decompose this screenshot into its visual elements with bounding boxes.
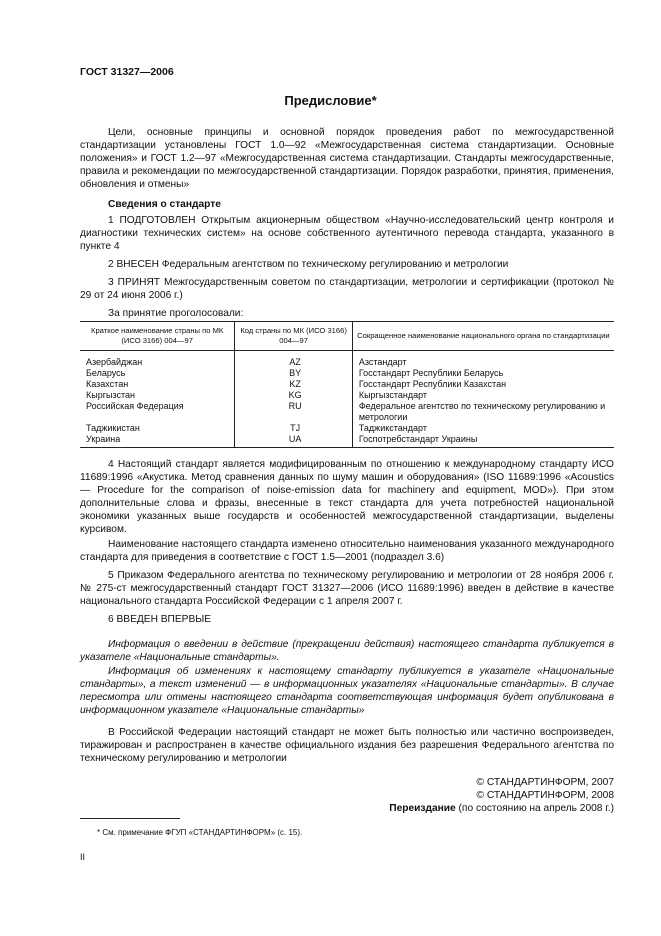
cell-body: Кыргызстандарт bbox=[352, 390, 614, 401]
cell-body: Федеральное агентство по техническому регулированию и метрологии bbox=[352, 401, 614, 423]
standard-info-section bbox=[80, 198, 614, 320]
cell-code: BY bbox=[235, 368, 352, 379]
cell-code: TJ bbox=[235, 423, 352, 434]
voting-table bbox=[80, 321, 614, 448]
cell-country: Казахстан bbox=[86, 379, 129, 389]
cell-code: KG bbox=[235, 390, 352, 401]
cell-country: Беларусь bbox=[86, 368, 126, 378]
table-row bbox=[80, 401, 614, 423]
table-row bbox=[80, 368, 614, 379]
item-1: 1 ПОДГОТОВЛЕН Открытым акционерным обществом «Научно-исследовательский центр контроля и диагностики технических систем» на основе собственного аутентичного перевода стандарта, указанного в пункте 4 bbox=[80, 215, 614, 252]
cell-body: Азстандарт bbox=[352, 351, 614, 369]
item-4: 4 Настоящий стандарт является модифицированным по отношению к международному стандарту ИСО 11689:1996 «Акустика. Метод сравнения данных по шуму машин и оборудования» (ISO 11689:1996 «Acoustics — Procedure for the comparison of noise-emission data for machinery and equipment, MOD»). При этом дополнительные слова и фразы, внесенные в текст стандарта для учета потребностей национальной экономики указанных выше государств и особенностей межгосударственной стандартизации, выделены курсивом. bbox=[80, 459, 614, 535]
cell-country: Таджикистан bbox=[86, 423, 140, 433]
cell-code: RU bbox=[235, 401, 352, 423]
info-introduction: Информация о введении в действие (прекращении действия) настоящего стандарта публикуется в указателе «Национальные стандарты». bbox=[80, 639, 614, 663]
footnote-divider bbox=[80, 818, 180, 819]
copyright-block bbox=[389, 776, 614, 815]
cell-body: Госстандарт Республики Беларусь bbox=[352, 368, 614, 379]
reproduction-notice: В Российской Федерации настоящий стандарт не может быть полностью или частично воспроизведен, тиражирован и распространен в качестве официального издания без разрешения Федерального агентства по техническому регулированию и метрологии bbox=[80, 727, 614, 764]
cell-country: Кыргызстан bbox=[86, 390, 135, 400]
item-2: 2 ВНЕСЕН Федеральным агентством по техническому регулированию и метрологии bbox=[108, 259, 509, 270]
vote-label: За принятие проголосовали: bbox=[108, 308, 244, 319]
cell-code: UA bbox=[235, 434, 352, 448]
footnote: * См. примечание ФГУП «СТАНДАРТИНФОРМ» (с. 15). bbox=[97, 828, 303, 837]
item-3: 3 ПРИНЯТ Межгосударственным советом по стандартизации, метрологии и сертификации (протокол № 29 от 24 июня 2006 г.) bbox=[80, 277, 614, 301]
intro-paragraph: Цели, основные принципы и основной порядок проведения работ по межгосударственной стандартизации установлены ГОСТ 1.0—92 «Межгосударственная система стандартизации. Основные положения» и ГОСТ 1.2—97 «Межгосударственная система стандартизации. Стандарты межгосударственные, правила и рекомендации по межгосударственной стандартизации. Порядок разработки, принятия, применения, обновления и отмены» bbox=[80, 127, 614, 190]
standard-header: ГОСТ 31327—2006 bbox=[80, 66, 174, 78]
table-row bbox=[80, 351, 614, 369]
publication-info bbox=[80, 638, 614, 717]
page-number: II bbox=[80, 852, 86, 862]
header-country: Краткое наименование страны по МК (ИСО 3166) 004—97 bbox=[80, 322, 235, 351]
table-header-row bbox=[80, 322, 614, 351]
reissue-date: (по состоянию на апрель 2008 г.) bbox=[455, 803, 614, 814]
info-changes: Информация об изменениях к настоящему стандарту публикуется в указателе «Национальные стандарты», а текст изменений — в информационных указателях «Национальные стандарты». В случае пересмотра или отмены настоящего стандарта соответствующая информация будет опубликована в информационном указателе «Национальные стандарты» bbox=[80, 666, 614, 716]
item-6: 6 ВВЕДЕН ВПЕРВЫЕ bbox=[108, 614, 212, 625]
reproduction-notice-section bbox=[80, 726, 614, 765]
table-row bbox=[80, 423, 614, 434]
cell-country: Украина bbox=[80, 434, 235, 448]
copyright-2007: © СТАНДАРТИНФОРМ, 2007 bbox=[476, 777, 614, 788]
section-title: Сведения о стандарте bbox=[108, 199, 221, 210]
item-5: 5 Приказом Федерального агентства по техническому регулированию и метрологии от 28 ноября 2006 г. № 275-ст межгосударственный стандарт ГОСТ 31327—2006 (ИСО 11689:1996) введен в действие в качестве национального стандарта Российской Федерации с 1 апреля 2007 г. bbox=[80, 570, 614, 607]
table-row bbox=[80, 434, 614, 448]
header-body: Сокращенное наименование национального органа по стандартизации bbox=[352, 322, 614, 351]
table-row bbox=[80, 390, 614, 401]
item-4-note: Наименование настоящего стандарта изменено относительно наименования указанного международного стандарта для приведения в соответствие с ГОСТ 1.5—2001 (подраздел 3.6) bbox=[80, 539, 614, 563]
reissue-label: Переиздание bbox=[389, 803, 456, 814]
intro-section bbox=[80, 126, 614, 191]
items-4-6-section bbox=[80, 458, 614, 626]
cell-body: Госпотребстандарт Украины bbox=[352, 434, 614, 448]
cell-country: Азербайджан bbox=[86, 357, 143, 367]
page-title: Предисловие* bbox=[284, 93, 377, 108]
header-code: Код страны по МК (ИСО 3166) 004—97 bbox=[235, 322, 352, 351]
cell-body: Госстандарт Республики Казахстан bbox=[352, 379, 614, 390]
cell-code: KZ bbox=[235, 379, 352, 390]
reissue-line bbox=[389, 802, 614, 815]
table-row bbox=[80, 379, 614, 390]
cell-body: Таджикстандарт bbox=[352, 423, 614, 434]
cell-code: AZ bbox=[235, 351, 352, 369]
copyright-2008: © СТАНДАРТИНФОРМ, 2008 bbox=[476, 790, 614, 801]
cell-country: Российская Федерация bbox=[86, 401, 184, 411]
